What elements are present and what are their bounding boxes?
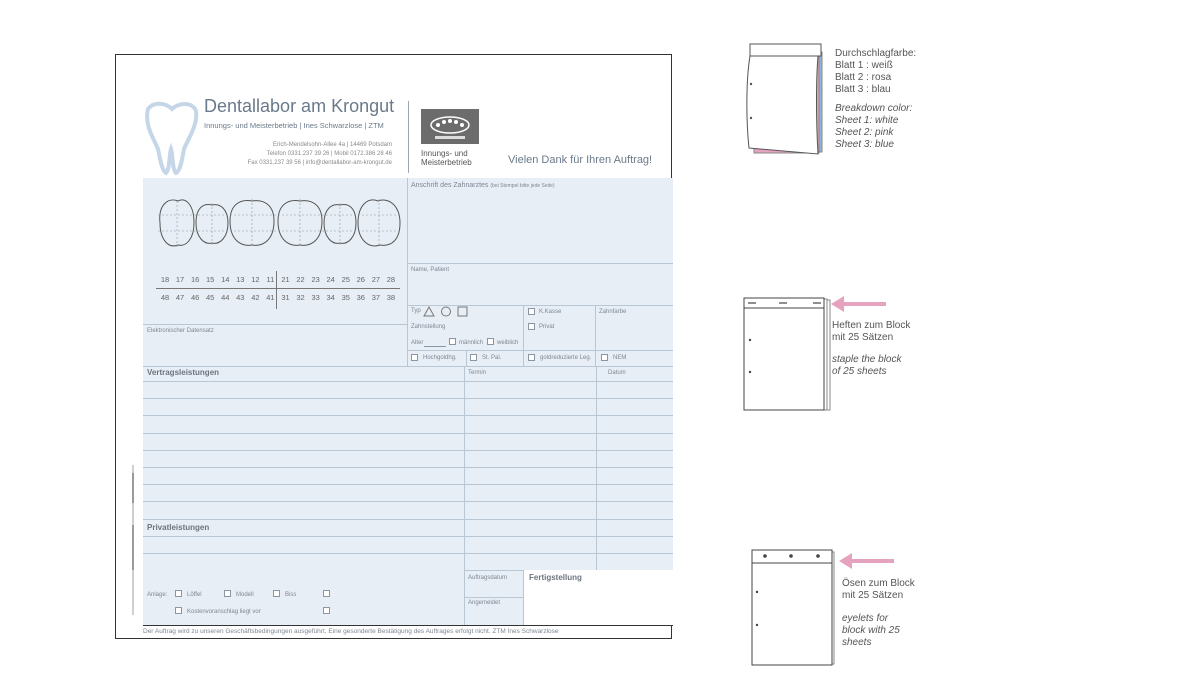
grid-line [407, 350, 673, 351]
grid-line [523, 305, 524, 366]
carbon-colors-de [835, 48, 916, 96]
grid-line [596, 366, 597, 570]
service-line[interactable] [143, 433, 673, 434]
staple-line-1: Heften zum Block [832, 320, 911, 331]
lab-fax-email: Fax 0331.237 39 56 | info@dentallabor-am-krongut.de [247, 160, 392, 166]
service-line[interactable] [143, 415, 673, 416]
contract-services-heading: Vertragsleistungen [147, 368, 220, 377]
tooth-number[interactable]: 43 [236, 293, 245, 302]
sheet-1-label: Blatt 1 : weiß [835, 60, 893, 71]
thanks-text: Vielen Dank für Ihren Auftrag! [508, 154, 653, 166]
age-label: Alter [411, 340, 424, 346]
extra-checkbox[interactable] [323, 590, 330, 597]
tooth-number[interactable]: 48 [160, 293, 170, 302]
tooth-number[interactable]: 44 [221, 293, 230, 302]
carbon-copy-pad-icon [742, 40, 832, 155]
grid-line [523, 570, 524, 625]
service-line[interactable] [143, 467, 673, 468]
grid-line [464, 366, 465, 625]
model-checkbox[interactable] [224, 590, 231, 597]
tooth-number[interactable]: 45 [206, 293, 215, 302]
estimate-label: Kostenvoranschlag liegt vor [187, 609, 261, 615]
staple-text-de [832, 320, 910, 344]
guild-emblem-icon [421, 109, 479, 144]
kkasse-checkbox[interactable] [528, 308, 535, 315]
private-label: Privat [539, 324, 555, 330]
tooth-number[interactable]: 14 [221, 275, 230, 284]
lab-phone: Telefon 0331.237 39 26 | Mobil 0172.386 28 46 [266, 151, 392, 157]
guild-badge [421, 109, 479, 144]
staple-en-line-1: staple the block [832, 354, 902, 365]
tooth-number[interactable]: 38 [386, 293, 396, 302]
tooth-number[interactable]: 32 [296, 293, 305, 302]
lab-name: Dentallabor am Krongut [204, 96, 395, 116]
tooth-number[interactable]: 13 [236, 275, 245, 284]
tooth-number[interactable]: 18 [160, 275, 170, 284]
age-field[interactable] [424, 346, 446, 347]
appointment-label: Termin [468, 370, 487, 376]
badge-caption [421, 149, 472, 167]
tooth-number[interactable]: 34 [326, 293, 335, 302]
lab-address: Erich-Mendelsohn-Allee 4a | 14469 Potsdam [273, 142, 392, 148]
tooth-number[interactable]: 31 [281, 293, 290, 302]
tooth-logo-icon [142, 99, 200, 177]
order-form [115, 54, 672, 639]
estimate-extra-checkbox[interactable] [323, 607, 330, 614]
eyelet-text-en [842, 613, 900, 649]
tray-checkbox[interactable] [175, 590, 182, 597]
teeth-upper-row [158, 275, 398, 285]
palladium-label: St. Pal. [482, 355, 502, 361]
tooth-number[interactable]: 12 [251, 275, 260, 284]
tooth-number[interactable]: 47 [175, 293, 185, 302]
date-label: Datum [608, 370, 626, 376]
private-checkbox[interactable] [528, 323, 535, 330]
female-label: weiblich [497, 340, 519, 346]
teeth-midline [156, 288, 400, 289]
eyelet-en-line-2: block with 25 [842, 625, 900, 636]
nem-checkbox[interactable] [601, 354, 608, 361]
gold-reduced-checkbox[interactable] [528, 354, 535, 361]
sheet-3-label: Blatt 3 : blau [835, 84, 891, 95]
eyelet-block-icon [748, 548, 840, 668]
tooth-number[interactable]: 24 [326, 275, 335, 284]
service-line[interactable] [143, 484, 673, 485]
service-line[interactable] [143, 381, 673, 382]
grid-line [595, 305, 596, 366]
tooth-number[interactable]: 17 [175, 275, 185, 284]
tooth-number[interactable]: 27 [371, 275, 381, 284]
tooth-color-label: Zahnfarbe [599, 309, 627, 315]
nem-label: NEM [613, 355, 627, 361]
sheet-2-label: Blatt 2 : rosa [835, 72, 892, 83]
sheet-3-label-en: Sheet 3: blue [835, 139, 894, 150]
typ-label: Typ [411, 308, 421, 314]
staple-line-2: mit 25 Sätzen [832, 332, 894, 343]
print-code-strip [130, 465, 136, 615]
teeth-diagram-icon [156, 193, 408, 255]
service-line[interactable] [143, 501, 673, 502]
tooth-number[interactable]: 22 [296, 275, 305, 284]
tooth-type-shapes-icon[interactable] [423, 306, 469, 317]
attachment-label: Anlage: [147, 592, 168, 598]
grid-line [143, 324, 407, 325]
eyelet-line-2: mit 25 Sätzen [842, 590, 904, 601]
private-services-heading: Privatleistungen [147, 523, 210, 532]
tooth-number[interactable]: 46 [190, 293, 200, 302]
patient-label: Name, Patient [411, 267, 450, 273]
footer-rule [143, 625, 673, 626]
dentist-label: Anschrift des Zahnarztes [411, 182, 489, 189]
tooth-number[interactable]: 28 [386, 275, 396, 284]
eyelet-line-1: Ösen zum Block [842, 578, 915, 589]
colors-title-en: Breakdown color: [835, 103, 913, 114]
tooth-number[interactable]: 23 [311, 275, 320, 284]
eyelet-text-de [842, 578, 915, 602]
tooth-number[interactable]: 36 [356, 293, 365, 302]
model-label: Modell [236, 592, 254, 598]
order-date-label: Auftragsdatum [468, 575, 508, 581]
service-line[interactable] [143, 536, 673, 537]
teeth-lower-row [158, 293, 398, 303]
badge-line-2: Meisterbetrieb [421, 158, 472, 167]
tooth-number[interactable]: 16 [190, 275, 200, 284]
tooth-number[interactable]: 42 [251, 293, 260, 302]
tooth-number[interactable]: 21 [281, 275, 290, 284]
eyelet-en-line-1: eyelets for [842, 613, 889, 624]
stapled-block-icon [740, 295, 835, 415]
bite-checkbox[interactable] [273, 590, 280, 597]
estimate-checkbox[interactable] [175, 607, 182, 614]
arrow-left-icon [830, 295, 888, 313]
carbon-colors-en [835, 103, 912, 151]
teeth-center-divider [276, 271, 277, 309]
tooth-number[interactable]: 35 [341, 293, 350, 302]
grid-line [464, 597, 523, 598]
arrow-left-icon [838, 552, 896, 570]
palladium-checkbox[interactable] [470, 354, 477, 361]
female-checkbox[interactable] [487, 338, 494, 345]
service-line[interactable] [143, 553, 673, 554]
header-divider [408, 101, 409, 173]
registered-label: Angemeldet [468, 600, 501, 606]
sheet-1-label-en: Sheet 1: white [835, 115, 899, 126]
high-gold-checkbox[interactable] [411, 354, 418, 361]
tooth-number[interactable]: 26 [356, 275, 365, 284]
service-line[interactable] [143, 450, 673, 451]
tooth-position-label: Zahnstellung [411, 324, 446, 330]
completion-heading: Fertigstellung [529, 573, 582, 582]
gold-reduced-label: goldreduzierte Leg. [540, 355, 592, 361]
tooth-number[interactable]: 33 [311, 293, 320, 302]
tooth-number[interactable]: 15 [206, 275, 215, 284]
high-gold-label: Hochgoldhg. [423, 355, 457, 361]
service-line[interactable] [143, 519, 673, 520]
electronic-dataset-label: Elektronischer Datensatz [147, 328, 214, 334]
grid-line [407, 178, 408, 366]
staple-en-line-2: of 25 sheets [832, 366, 887, 377]
grid-line [466, 350, 467, 366]
kkasse-label: K.Kasse [539, 309, 562, 315]
service-line[interactable] [143, 398, 673, 399]
footer-text: Der Auftrag wird zu unseren Geschäftsbedingungen ausgeführt. Eine gesonderte Bestätigung des Auftrages erfolgt nicht. ZTM Ines Schwarzlose [143, 628, 559, 635]
tooth-number[interactable]: 37 [371, 293, 381, 302]
tooth-number[interactable]: 41 [266, 293, 275, 302]
staple-text-en [832, 354, 902, 378]
colors-title: Durchschlagfarbe: [835, 48, 917, 59]
tooth-number[interactable]: 25 [341, 275, 350, 284]
print-code-icon [130, 465, 136, 615]
dentist-address-label [411, 182, 555, 189]
dentist-hint: (bei Stempel bitte jede Seite) [490, 183, 555, 189]
male-label: männlich [459, 340, 484, 346]
tray-label: Löffel [187, 592, 202, 598]
lab-subtitle: Innungs- und Meisterbetrieb | Ines Schwarzlose | ZTM [204, 121, 384, 130]
eyelet-en-line-3: sheets [842, 637, 872, 648]
grid-line [143, 366, 673, 367]
grid-line [407, 263, 673, 264]
bite-label: Biss [285, 592, 297, 598]
tooth-number[interactable]: 11 [266, 275, 275, 284]
badge-line-1: Innungs- und [421, 149, 468, 158]
male-checkbox[interactable] [449, 338, 456, 345]
sheet-2-label-en: Sheet 2: pink [835, 127, 894, 138]
